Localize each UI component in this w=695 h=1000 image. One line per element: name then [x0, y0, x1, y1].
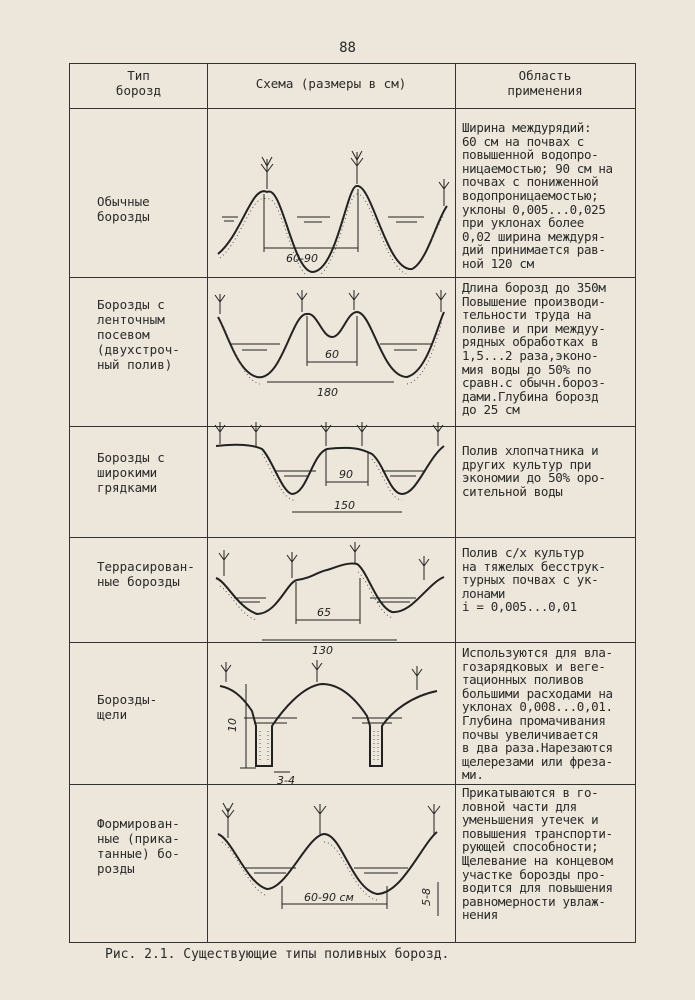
- row-6-scheme: [212, 794, 452, 924]
- header-area: Область применения: [507, 68, 583, 98]
- row-4-dim-2: 130: [312, 644, 333, 657]
- row-6-dim-1: 60-90 см: [304, 891, 354, 904]
- header-divider: [70, 108, 635, 109]
- row-2-dim-1: 60: [325, 348, 339, 361]
- row-1-desc: Ширина междурядий: 60 см на почвах с повышенной водопро- ницаемостью; 90 см на почвах с пониженной водопроницаемостью; уклоны 0,005...0,025 при уклонах более 0,02 ширина междуря- дий принимается рав- ной 120 см: [462, 120, 613, 271]
- row-6-type: Формирован- ные (прика- танные) бо- розды: [97, 816, 180, 876]
- row-2-type: Борозды с ленточным посевом (двухстроч- ный полив): [97, 297, 180, 372]
- page-number: 88: [339, 40, 356, 56]
- row-2-desc: Длина борозд до 350м Повышение производи- тельности труда на поливе и при междуу- рядных обработках в 1,5...2 раза,эконо- мия воды до 50% по сравн.с обычн.бороз- дами.Глубина борозд до 25 см: [462, 280, 606, 418]
- row-4-desc: Полив с/х культур на тяжелых бесструк- турных почвах с ук- лонами i = 0,005...0,01: [462, 545, 606, 615]
- row-divider: [70, 642, 635, 643]
- row-5-desc: Используются для вла- гозарядковых и веге- тационных поливов большими расходами на уклонах 0,008...0,01. Глубина промачивания почвы увеличивается в два раза.Нарезаются щелерезами или фреза- ми.: [462, 645, 613, 783]
- row-6-dim-2: 5-8: [420, 888, 433, 906]
- row-3-scheme: [212, 414, 452, 524]
- header-scheme: Схема (размеры в см): [255, 76, 407, 91]
- row-3-dim-1: 90: [339, 468, 353, 481]
- row-3-type: Борозды с широкими грядками: [97, 450, 165, 495]
- column-divider: [455, 64, 456, 942]
- row-4-dim-1: 65: [317, 606, 331, 619]
- figure-caption: Рис. 2.1. Существующие типы поливных борозд.: [105, 947, 450, 962]
- row-1-scheme: [212, 144, 452, 274]
- header-type: Тип борозд: [115, 68, 162, 98]
- row-5-dim-2: 3-4: [277, 774, 295, 786]
- furrow-types-table: [69, 63, 636, 943]
- row-3-desc: Полив хлопчатника и других культур при экономии до 50% оро- сительной воды: [462, 443, 606, 499]
- row-divider: [70, 537, 635, 538]
- row-5-type: Борозды- щели: [97, 692, 158, 722]
- row-4-scheme: [212, 542, 452, 657]
- row-2-scheme: [212, 282, 452, 402]
- row-4-type: Террасирован- ные борозды: [97, 559, 195, 589]
- row-1-type: Обычные борозды: [97, 194, 150, 224]
- row-2-dim-2: 180: [317, 386, 338, 399]
- row-divider: [70, 277, 635, 278]
- row-1-dim: 60-90: [286, 252, 318, 265]
- row-5-scheme: [212, 656, 452, 786]
- row-3-dim-2: 150: [334, 499, 355, 512]
- row-6-desc: Прикатываются в го- ловной части для уменьшения утечек и повышения транспорти- рующей способности; Щелевание на концевом участке борозды про- водится для повышения равномерности увлаж- нения: [462, 785, 613, 923]
- row-5-dim-1: 10: [226, 718, 239, 732]
